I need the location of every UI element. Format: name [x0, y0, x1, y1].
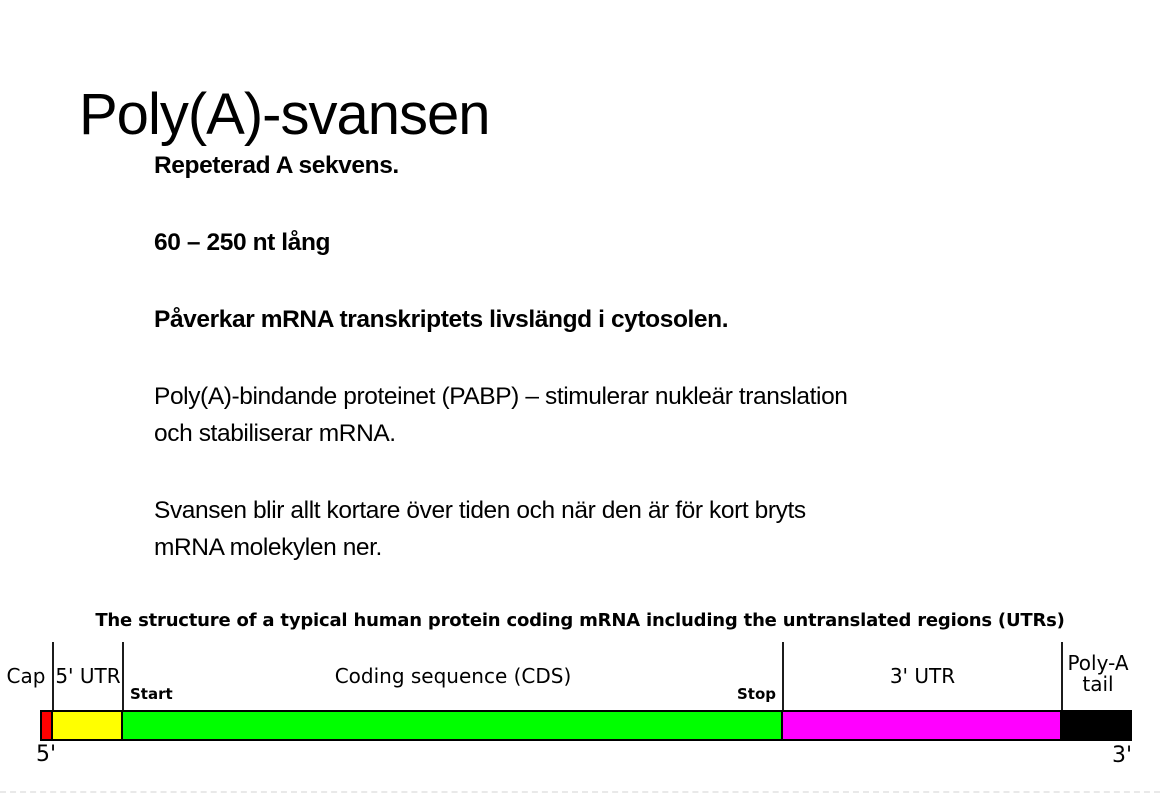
- cap-segment: [42, 712, 53, 739]
- paragraph-line: och stabiliserar mRNA.: [154, 420, 396, 447]
- three-prime-label: 3': [1111, 743, 1132, 768]
- cds-segment: [123, 712, 783, 739]
- utr5-label: 5' UTR: [55, 664, 121, 688]
- start-codon-label: Start: [130, 685, 173, 703]
- paragraph-line: 60 – 250 nt lång: [154, 229, 331, 256]
- mrna-bar: [40, 710, 1132, 741]
- polya-tail-segment: [1062, 712, 1130, 739]
- five-prime-label: 5': [36, 742, 57, 767]
- paragraph-line: Poly(A)-bindande proteinet (PABP) – stimulerar nukleär translation: [154, 383, 848, 410]
- bottom-dashed-line: [0, 791, 1160, 793]
- paragraph-line: Repeterad A sekvens.: [154, 152, 399, 179]
- slide-title: Poly(A)-svansen: [79, 81, 490, 147]
- paragraph-line: mRNA molekylen ner.: [154, 534, 382, 561]
- cap-label: Cap: [6, 664, 46, 688]
- cds-label: Coding sequence (CDS): [334, 664, 572, 688]
- paragraph-line: Svansen blir allt kortare över tiden och när den är för kort bryts: [154, 497, 806, 524]
- utr3-segment: [783, 712, 1062, 739]
- utr3-label: 3' UTR: [889, 664, 956, 688]
- diagram-title: The structure of a typical human protein coding mRNA including the untranslated regions (UTRs): [95, 610, 1065, 631]
- polya-tail-label-line1: Poly-A: [1067, 651, 1129, 675]
- paragraph-line: Påverkar mRNA transkriptets livslängd i cytosolen.: [154, 306, 729, 333]
- stop-codon-label: Stop: [736, 685, 776, 703]
- polya-tail-label-line2: tail: [1082, 672, 1114, 696]
- utr5-segment: [53, 712, 123, 739]
- polya-tail-label: [1060, 653, 1136, 695]
